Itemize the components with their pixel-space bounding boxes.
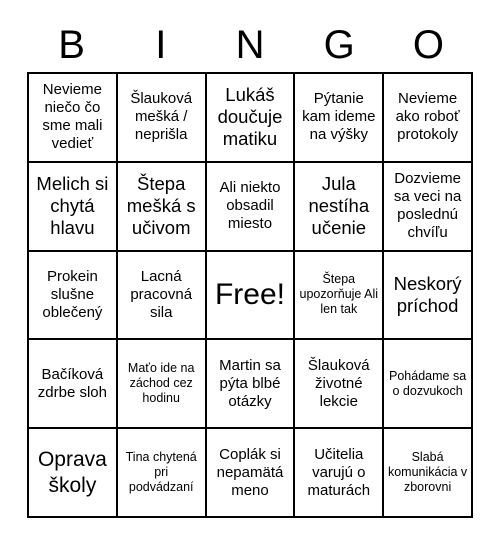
bingo-cell[interactable]: Ali niekto obsadil miesto (207, 163, 296, 252)
bingo-cell[interactable]: Učitelia varujú o maturách (295, 429, 384, 518)
bingo-cell[interactable]: Pýtanie kam ideme na výšky (295, 74, 384, 163)
bingo-cell[interactable]: Tina chytená pri podvádzaní (118, 429, 207, 518)
title-letter: B (58, 23, 85, 67)
title-letter: G (323, 23, 355, 67)
bingo-grid (27, 72, 473, 518)
bingo-cell[interactable]: Lacná pracovná sila (118, 252, 207, 341)
bingo-cell[interactable]: Nevieme ako roboť protokoly (384, 74, 473, 163)
bingo-cell[interactable]: Pohádame sa o dozvukoch (384, 340, 473, 429)
title-letter: I (155, 23, 167, 67)
title-letter: O (412, 23, 444, 67)
bingo-cell-free[interactable]: Free! (207, 252, 296, 341)
bingo-cell[interactable]: Coplák si nepamätá meno (207, 429, 296, 518)
bingo-cell[interactable]: Šlauková životné lekcie (295, 340, 384, 429)
bingo-cell[interactable]: Slabá komunikácia v zborovni (384, 429, 473, 518)
bingo-cell[interactable]: Jula nestíha učenie (295, 163, 384, 252)
bingo-title (27, 18, 473, 72)
title-letter: N (235, 23, 265, 67)
bingo-cell[interactable]: Melich si chytá hlavu (29, 163, 118, 252)
bingo-cell[interactable]: Dozvieme sa veci na poslednú chvíľu (384, 163, 473, 252)
bingo-cell[interactable]: Lukáš doučuje matiku (207, 74, 296, 163)
bingo-cell[interactable]: Bačíková zdrbe sloh (29, 340, 118, 429)
bingo-cell[interactable]: Neskorý príchod (384, 252, 473, 341)
bingo-cell[interactable]: Maťo ide na záchod cez hodinu (118, 340, 207, 429)
bingo-cell[interactable]: Štepa mešká s učivom (118, 163, 207, 252)
bingo-cell[interactable]: Štepa upozorňuje Ali len tak (295, 252, 384, 341)
bingo-cell[interactable]: Nevieme niečo čo sme mali vedieť (29, 74, 118, 163)
bingo-cell[interactable]: Šlauková mešká / neprišla (118, 74, 207, 163)
bingo-cell[interactable]: Oprava školy (29, 429, 118, 518)
bingo-cell[interactable]: Martin sa pýta blbé otázky (207, 340, 296, 429)
bingo-cell[interactable]: Prokein slušne oblečený (29, 252, 118, 341)
